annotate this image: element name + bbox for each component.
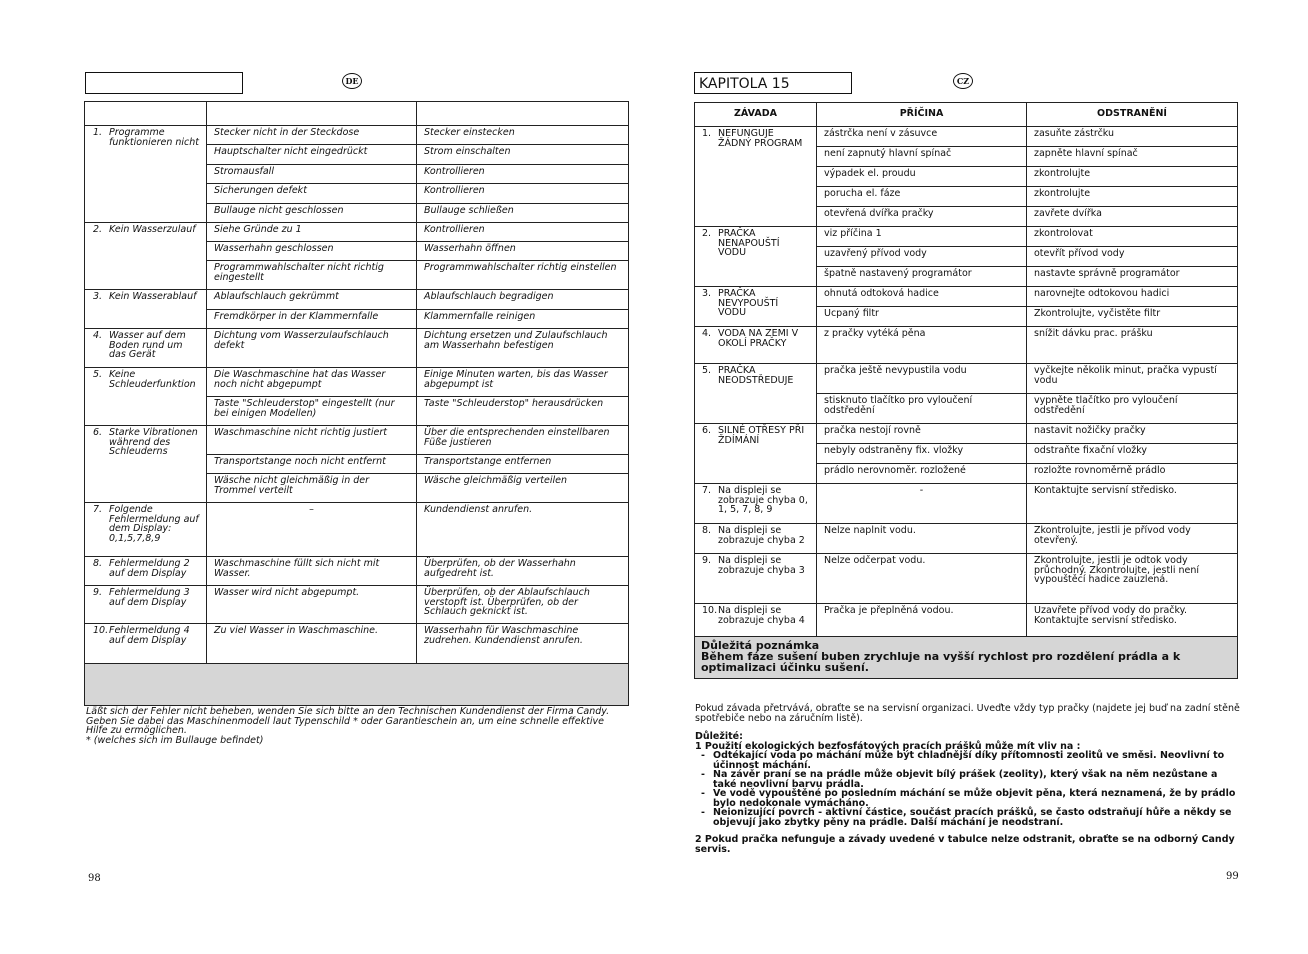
cause-cell: prádlo nerovnoměr. rozložené [817,464,1027,484]
fault-cell [695,287,817,327]
remedy-cell: snížit dávku prac. prášku [1027,327,1238,364]
fault-cell [85,586,207,624]
cause-cell: viz příčina 1 [817,227,1027,247]
cause-cell: Stecker nicht in der Steckdose [207,126,417,145]
fault-number: 1. [702,128,712,139]
remedy-cell: Taste "Schleuderstop" herausdrücken [417,397,629,426]
fault-text: Fehlermeldung 4 auf dem Display [109,625,190,646]
remedy-cell: nastavit nožičky pračky [1027,424,1238,444]
important-bullets [695,751,1240,827]
fault-cell [85,329,207,368]
remedy-cell: Programmwahlschalter richtig einstellen [417,261,629,290]
cause-cell: porucha el. fáze [817,187,1027,207]
cause-cell: Wäsche nicht gleichmäßig in der Trommel verteilt [207,474,417,503]
cause-cell: Hauptschalter nicht eingedrückt [207,145,417,165]
fault-cell [85,426,207,503]
table-row [85,503,629,557]
fault-number: 7. [93,504,103,515]
remedy-cell: narovnejte odtokovou hadici [1027,287,1238,307]
note-cell [85,664,629,706]
fault-text: PRAČKA NEVYPOUŠTÍ VODU [718,288,779,318]
important-note-row [695,637,1238,679]
language-badge-de: DE [342,73,362,89]
bullet-item: - Odtékající voda po máchání může být chladnější díky přítomnosti zeolitů ve směsi. Neovlivní to účinnost máchání. [695,751,1240,770]
fault-cell [695,127,817,227]
cause-cell: nebyly odstraněny fix. vložky [817,444,1027,464]
chapter-title-box [85,72,243,94]
cause-cell: pračka ještě nevypustila vodu [817,364,1027,394]
fault-number: 3. [93,291,103,302]
remedy-cell: Bullauge schließen [417,204,629,223]
fault-cell [695,554,817,604]
troubleshooting-table [84,101,629,706]
cause-cell: Waschmaschine füllt sich nicht mit Wasser. [207,557,417,586]
cause-cell: Die Waschmaschine hat das Wasser noch nicht abgepumpt [207,368,417,397]
table-row [695,424,1238,444]
fault-cell [695,327,817,364]
table-row [695,227,1238,247]
table-row [85,557,629,586]
remedy-cell: zapněte hlavní spínač [1027,147,1238,167]
cause-cell: zástrčka není v zásuvce [817,127,1027,147]
table-row [85,329,629,368]
service-footnote: * (welches sich im Bullauge befindet) [86,734,264,746]
fault-number: 5. [93,369,103,380]
remedy-cell: Stecker einstecken [417,126,629,145]
remedy-cell: otevřít přívod vody [1027,247,1238,267]
header-fault [85,102,207,126]
fault-number: 8. [93,558,103,569]
cause-cell: Fremdkörper in der Klammernfalle [207,310,417,329]
fault-number: 10. [702,605,718,616]
table-row [85,586,629,624]
table-row [695,364,1238,394]
fault-number: 7. [702,485,712,496]
remedy-cell: Ablaufschlauch begradigen [417,290,629,310]
fault-text: SILNÉ OTŘESY PŘI ŽDÍMÁNÍ [718,425,805,446]
cause-cell: otevřená dvířka pračky [817,207,1027,227]
cause-cell: pračka nestojí rovně [817,424,1027,444]
header-cause: PŘÍČINA [817,103,1027,127]
remedy-cell: vypněte tlačítko pro vyloučení odstředění [1027,394,1238,424]
cause-cell: není zapnutý hlavní spínač [817,147,1027,167]
fault-number: 6. [93,427,103,438]
fault-text: PRAČKA NENAPOUŠTÍ VODU [718,228,780,258]
fault-text: PRAČKA NEODSTŘEDUJE [718,365,794,386]
table-row [85,223,629,242]
bullet-item: - Neionizující povrch - aktivní částice, součást pracích prášků, se často odstraňují hůře a někdy se objevují jako zbytky pěny na prádle. Další máchání je neodstraní. [695,808,1240,827]
table-row [695,524,1238,554]
table-row [695,604,1238,637]
important-intro: 1 Použití ekologických bezfosfátových pracích prášků může mít vliv na : [695,740,1081,752]
fault-text: Folgende Fehlermeldung auf dem Display: 0,1,5,7,8,9 [109,504,199,544]
fault-text: Na displeji se zobrazuje chyba 0, 1, 5, 7, 8, 9 [718,485,808,515]
fault-text: NEFUNGUJE ŽÁDNÝ PROGRAM [718,128,803,149]
fault-text: VODA NA ZEMI V OKOLÍ PRAČKY [718,328,799,349]
remedy-cell: Kundendienst anrufen. [417,503,629,557]
cause-cell: Dichtung vom Wasserzulaufschlauch defekt [207,329,417,368]
cause-cell: špatně nastavený programátor [817,267,1027,287]
cause-cell: Nelze naplnit vodu. [817,524,1027,554]
fault-cell [85,624,207,664]
page-number: 99 [1226,871,1239,882]
fault-number: 2. [702,228,712,239]
table-row [695,327,1238,364]
remedy-cell: zasuňte zástrčku [1027,127,1238,147]
fault-cell [85,557,207,586]
cause-cell: výpadek el. proudu [817,167,1027,187]
remedy-cell: Wäsche gleichmäßig verteilen [417,474,629,503]
fault-text: Keine Schleuderfunktion [109,369,196,390]
cause-cell: Sicherungen defekt [207,184,417,204]
language-badge-cz: CZ [953,73,973,89]
service-paragraph [86,707,626,745]
note-row [85,664,629,706]
remedy-cell: Zkontrolujte, jestli je odtok vody průchodný. Zkontrolujte, jestli není vypouštěcí hadice zauzlená. [1027,554,1238,604]
fault-cell [695,484,817,524]
fault-number: 6. [702,425,712,436]
remedy-cell: rozložte rovnoměrně prádlo [1027,464,1238,484]
chapter-title: KAPITOLA 15 [699,76,790,92]
header-remedy: ODSTRANĚNÍ [1027,103,1238,127]
fault-number: 9. [702,555,712,566]
fault-cell [85,290,207,329]
right-page [654,0,1308,954]
remedy-cell: Zkontrolujte, vyčistěte filtr [1027,307,1238,327]
closing-text: 2 Pokud pračka nefunguje a závady uvedené v tabulce nelze odstranit, obraťte se na odborný Candy servis. [695,834,1235,855]
fault-cell [695,364,817,424]
remedy-cell: Einige Minuten warten, bis das Wasser abgepumpt ist [417,368,629,397]
note-text: Během fáze sušení buben zrychluje na vyšší rychlost pro rozdělení prádla a k optimalizaci účinku sušení. [701,650,1181,674]
fault-cell [85,368,207,426]
cause-cell: Waschmaschine nicht richtig justiert [207,426,417,455]
fault-cell [85,126,207,223]
service-paragraph: Pokud závada přetrvává, obraťte se na servisní organizaci. Uveďte vždy typ pračky (najdete jej buď na zadní stěně spotřebiče nebo na záručním listě). [695,703,1240,724]
table-row [695,127,1238,147]
fault-text: Programme funktionieren nicht [109,127,199,148]
fault-cell [695,227,817,287]
table-row [695,484,1238,524]
cause-cell: Zu viel Wasser in Waschmaschine. [207,624,417,664]
remedy-cell: Transportstange entfernen [417,455,629,474]
fault-text: Wasser auf dem Boden rund um das Gerät [109,330,186,360]
fault-number: 5. [702,365,712,376]
remedy-cell: zkontrolujte [1027,167,1238,187]
note-title: Důležitá poznámka [701,639,820,652]
important-section [695,732,1240,854]
fault-text: Na displeji se zobrazuje chyba 2 [718,525,805,546]
remedy-cell: Strom einschalten [417,145,629,165]
service-text: Läßt sich der Fehler nicht beheben, wenden Sie sich bitte an den Technischen Kundendienst der Firma Candy. Geben Sie dabei das Maschinenmodell laut Typenschild * oder Garantieschein an, um eine schnelle effektive Hilfe zu ermöglichen. [86,706,610,736]
bullet-item: - Na závěr praní se na prádle může objevit bílý prášek (zeolity), který však na něm nezůstane a také neovlivní barvu prádla. [695,770,1240,789]
table-row [695,554,1238,604]
important-title: Důležité: [695,731,743,742]
troubleshooting-table [694,102,1238,679]
cause-cell: stisknuto tlačítko pro vyloučení odstředění [817,394,1027,424]
table-row [85,426,629,455]
table-row [85,624,629,664]
cause-cell: Bullauge nicht geschlossen [207,204,417,223]
cause-cell: Taste "Schleuderstop" eingestellt (nur bei einigen Modellen) [207,397,417,426]
fault-number: 1. [93,127,103,138]
cause-cell: uzavřený přívod vody [817,247,1027,267]
fault-cell [695,524,817,554]
fault-text: Kein Wasserzulauf [109,224,196,235]
fault-text: Na displeji se zobrazuje chyba 4 [718,605,805,626]
cause-cell: Ablaufschlauch gekrümmt [207,290,417,310]
bullet-item: - Ve vodě vypouštěné po posledním máchání se může objevit pěna, která neznamená, že by prádlo bylo nedokonale vymácháno. [695,789,1240,808]
header-remedy [417,102,629,126]
fault-text: Fehlermeldung 2 auf dem Display [109,558,190,579]
cause-cell: Transportstange noch nicht entfernt [207,455,417,474]
remedy-cell: Klammernfalle reinigen [417,310,629,329]
important-note-cell [695,637,1238,679]
cause-cell: ohnutá odtoková hadice [817,287,1027,307]
cause-cell: – [207,503,417,557]
cause-cell: Siehe Gründe zu 1 [207,223,417,242]
remedy-cell: Dichtung ersetzen und Zulaufschlauch am Wasserhahn befestigen [417,329,629,368]
remedy-cell: Uzavřete přívod vody do pračky. Kontaktujte servisní středisko. [1027,604,1238,637]
fault-number: 9. [93,587,103,598]
cause-cell: Pračka je přeplněná vodou. [817,604,1027,637]
remedy-cell: Über die entsprechenden einstellbaren Füße justieren [417,426,629,455]
fault-number: 4. [93,330,103,341]
fault-text: Fehlermeldung 3 auf dem Display [109,587,190,608]
remedy-cell: Kontaktujte servisní středisko. [1027,484,1238,524]
fault-number: 2. [93,224,103,235]
remedy-cell: Überprüfen, ob der Wasserhahn aufgedreht ist. [417,557,629,586]
header-fault: ZÁVADA [695,103,817,127]
cause-cell: Programmwahlschalter nicht richtig eingestellt [207,261,417,290]
fault-cell [695,424,817,484]
fault-cell [85,223,207,290]
cause-cell: Stromausfall [207,165,417,184]
chapter-title [86,76,90,92]
fault-cell [85,503,207,557]
page-number: 98 [88,873,101,884]
remedy-cell: vyčkejte několik minut, pračka vypustí vodu [1027,364,1238,394]
remedy-cell: Zkontrolujte, jestli je přívod vody otevřený. [1027,524,1238,554]
fault-cell [695,604,817,637]
fault-text: Starke Vibrationen während des Schleuderns [109,427,198,457]
fault-text: Kein Wasserablauf [109,291,197,302]
cause-cell: Nelze odčerpat vodu. [817,554,1027,604]
cause-cell: Wasserhahn geschlossen [207,242,417,261]
cause-cell: Ucpaný filtr [817,307,1027,327]
remedy-cell: zkontrolovat [1027,227,1238,247]
remedy-cell: odstraňte fixační vložky [1027,444,1238,464]
table-row [85,126,629,145]
remedy-cell: Überprüfen, ob der Ablaufschlauch verstopft ist. Überprüfen, ob der Schlauch geknickt ist. [417,586,629,624]
remedy-cell: zkontrolujte [1027,187,1238,207]
fault-text: Na displeji se zobrazuje chyba 3 [718,555,805,576]
cause-cell: z pračky vytéká pěna [817,327,1027,364]
remedy-cell: Wasserhahn für Waschmaschine zudrehen. Kundendienst anrufen. [417,624,629,664]
header-cause [207,102,417,126]
cause-cell: - [817,484,1027,524]
fault-number: 3. [702,288,712,299]
table-row [85,368,629,397]
remedy-cell: nastavte správně programátor [1027,267,1238,287]
table-row [695,287,1238,307]
table-row [85,290,629,310]
fault-number: 4. [702,328,712,339]
chapter-title-box [694,72,852,94]
remedy-cell: Kontrollieren [417,165,629,184]
remedy-cell: Kontrollieren [417,184,629,204]
fault-number: 8. [702,525,712,536]
remedy-cell: zavřete dvířka [1027,207,1238,227]
remedy-cell: Kontrollieren [417,223,629,242]
fault-number: 10. [93,625,109,636]
remedy-cell: Wasserhahn öffnen [417,242,629,261]
cause-cell: Wasser wird nicht abgepumpt. [207,586,417,624]
